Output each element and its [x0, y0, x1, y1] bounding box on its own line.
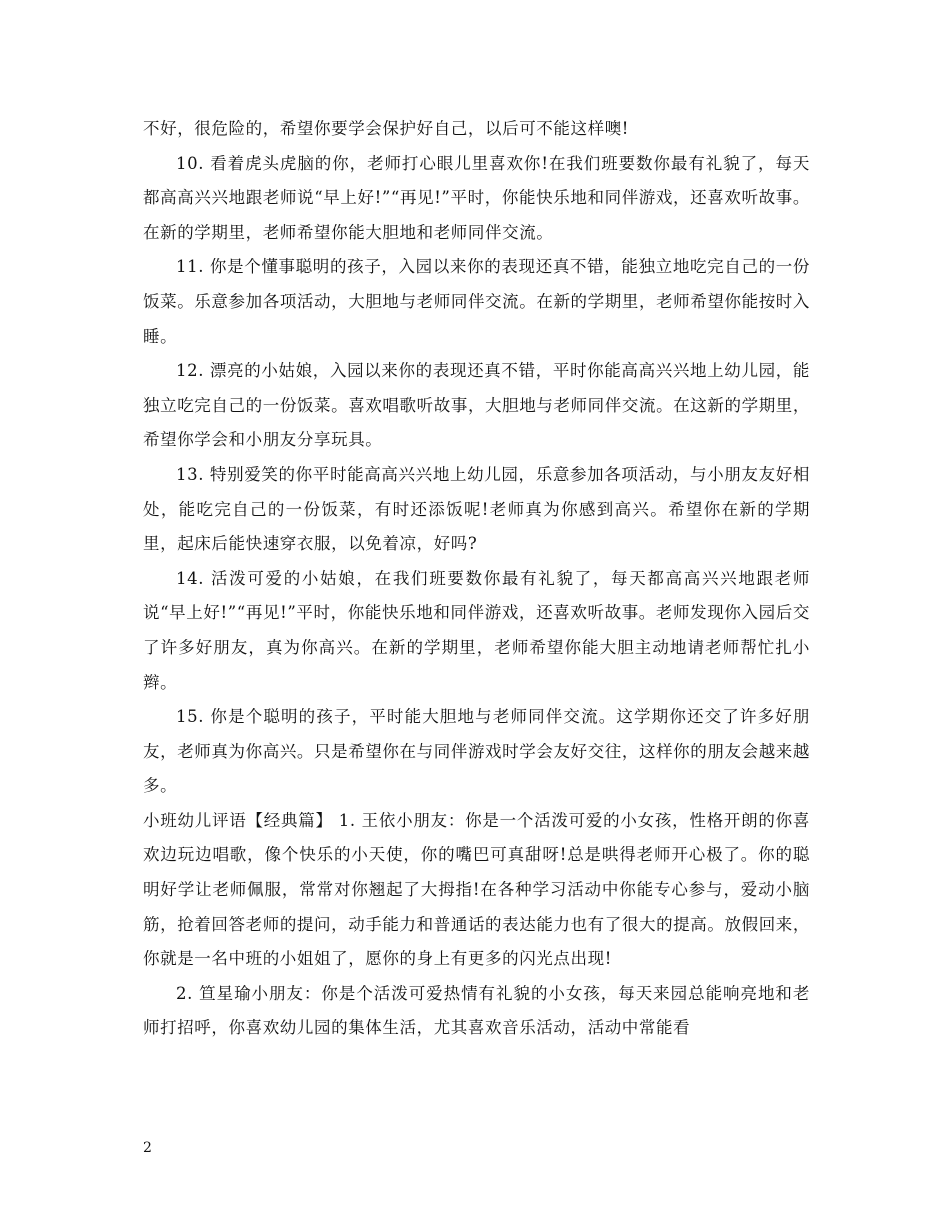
paragraph-item-13: 13. 特别爱笑的你平时能高高兴兴地上幼儿园，乐意参加各项活动，与小朋友友好相处，能吃完自己的一份饭菜，有时还添饭呢!老师真为你感到高兴。希望你在新的学期里，起床后能快速穿衣服，以免着凉，好吗?: [143, 464, 810, 554]
paragraph-classic-item-2: 2. 笪星瑜小朋友：你是个活泼可爱热情有礼貌的小女孩，每天来园总能响亮地和老师打招呼，你喜欢幼儿园的集体生活，尤其喜欢音乐活动，活动中常能看: [143, 983, 810, 1038]
paragraph-continuation: 不好，很危险的，希望你要学会保护好自己，以后可不能这样噢!: [143, 119, 630, 138]
paragraph-item-12: 12. 漂亮的小姑娘，入园以来你的表现还真不错，平时你能高高兴兴地上幼儿园，能独立吃完自己的一份饭菜。喜欢唱歌听故事，大胆地与老师同伴交流。在这新的学期里，希望你学会和小朋友分享玩具。: [143, 361, 810, 450]
paragraph-item-15: 15. 你是个聪明的孩子，平时能大胆地与老师同伴交流。这学期你还交了许多好朋友，老师真为你高兴。只是希望你在与同伴游戏时学会友好交往，这样你的朋友会越来越多。: [143, 707, 810, 796]
paragraph-item-11: 11. 你是个懂事聪明的孩子，入园以来你的表现还真不错，能独立地吃完自己的一份饭菜。乐意参加各项活动，大胆地与老师同伴交流。在新的学期里，老师希望你能按时入睡。: [143, 257, 810, 346]
page-number: 2: [143, 1140, 152, 1156]
paragraph-item-14: 14. 活泼可爱的小姑娘，在我们班要数你最有礼貌了，每天都高高兴兴地跟老师说“早上好!”“再见!”平时，你能快乐地和同伴游戏，还喜欢听故事。老师发现你入园后交了许多好朋友，真为你高兴。在新的学期里，老师希望你能大胆主动地请老师帮忙扎小辫。: [143, 568, 810, 692]
paragraph-item-10: 10. 看着虎头虎脑的你，老师打心眼儿里喜欢你!在我们班要数你最有礼貌了，每天都高高兴兴地跟老师说“早上好!”“再见!”平时，你能快乐地和同伴游戏，还喜欢听故事。在新的学期里，老师希望你能大胆地和老师同伴交流。: [143, 153, 810, 242]
document-body: [143, 112, 810, 1046]
paragraph-classic-section: 小班幼儿评语【经典篇】 1. 王依小朋友：你是一个活泼可爱的小女孩，性格开朗的你喜欢边玩边唱歌，像个快乐的小天使，你的嘴巴可真甜呀!总是哄得老师开心极了。你的聪明好学让老师佩服，常常对你翘起了大拇指!在各种学习活动中你能专心参与，爱动小脑筋，抢着回答老师的提问，动手能力和普通话的表达能力也有了很大的提高。放假回来，你就是一名中班的小姐姐了，愿你的身上有更多的闪光点出现!: [143, 810, 810, 969]
